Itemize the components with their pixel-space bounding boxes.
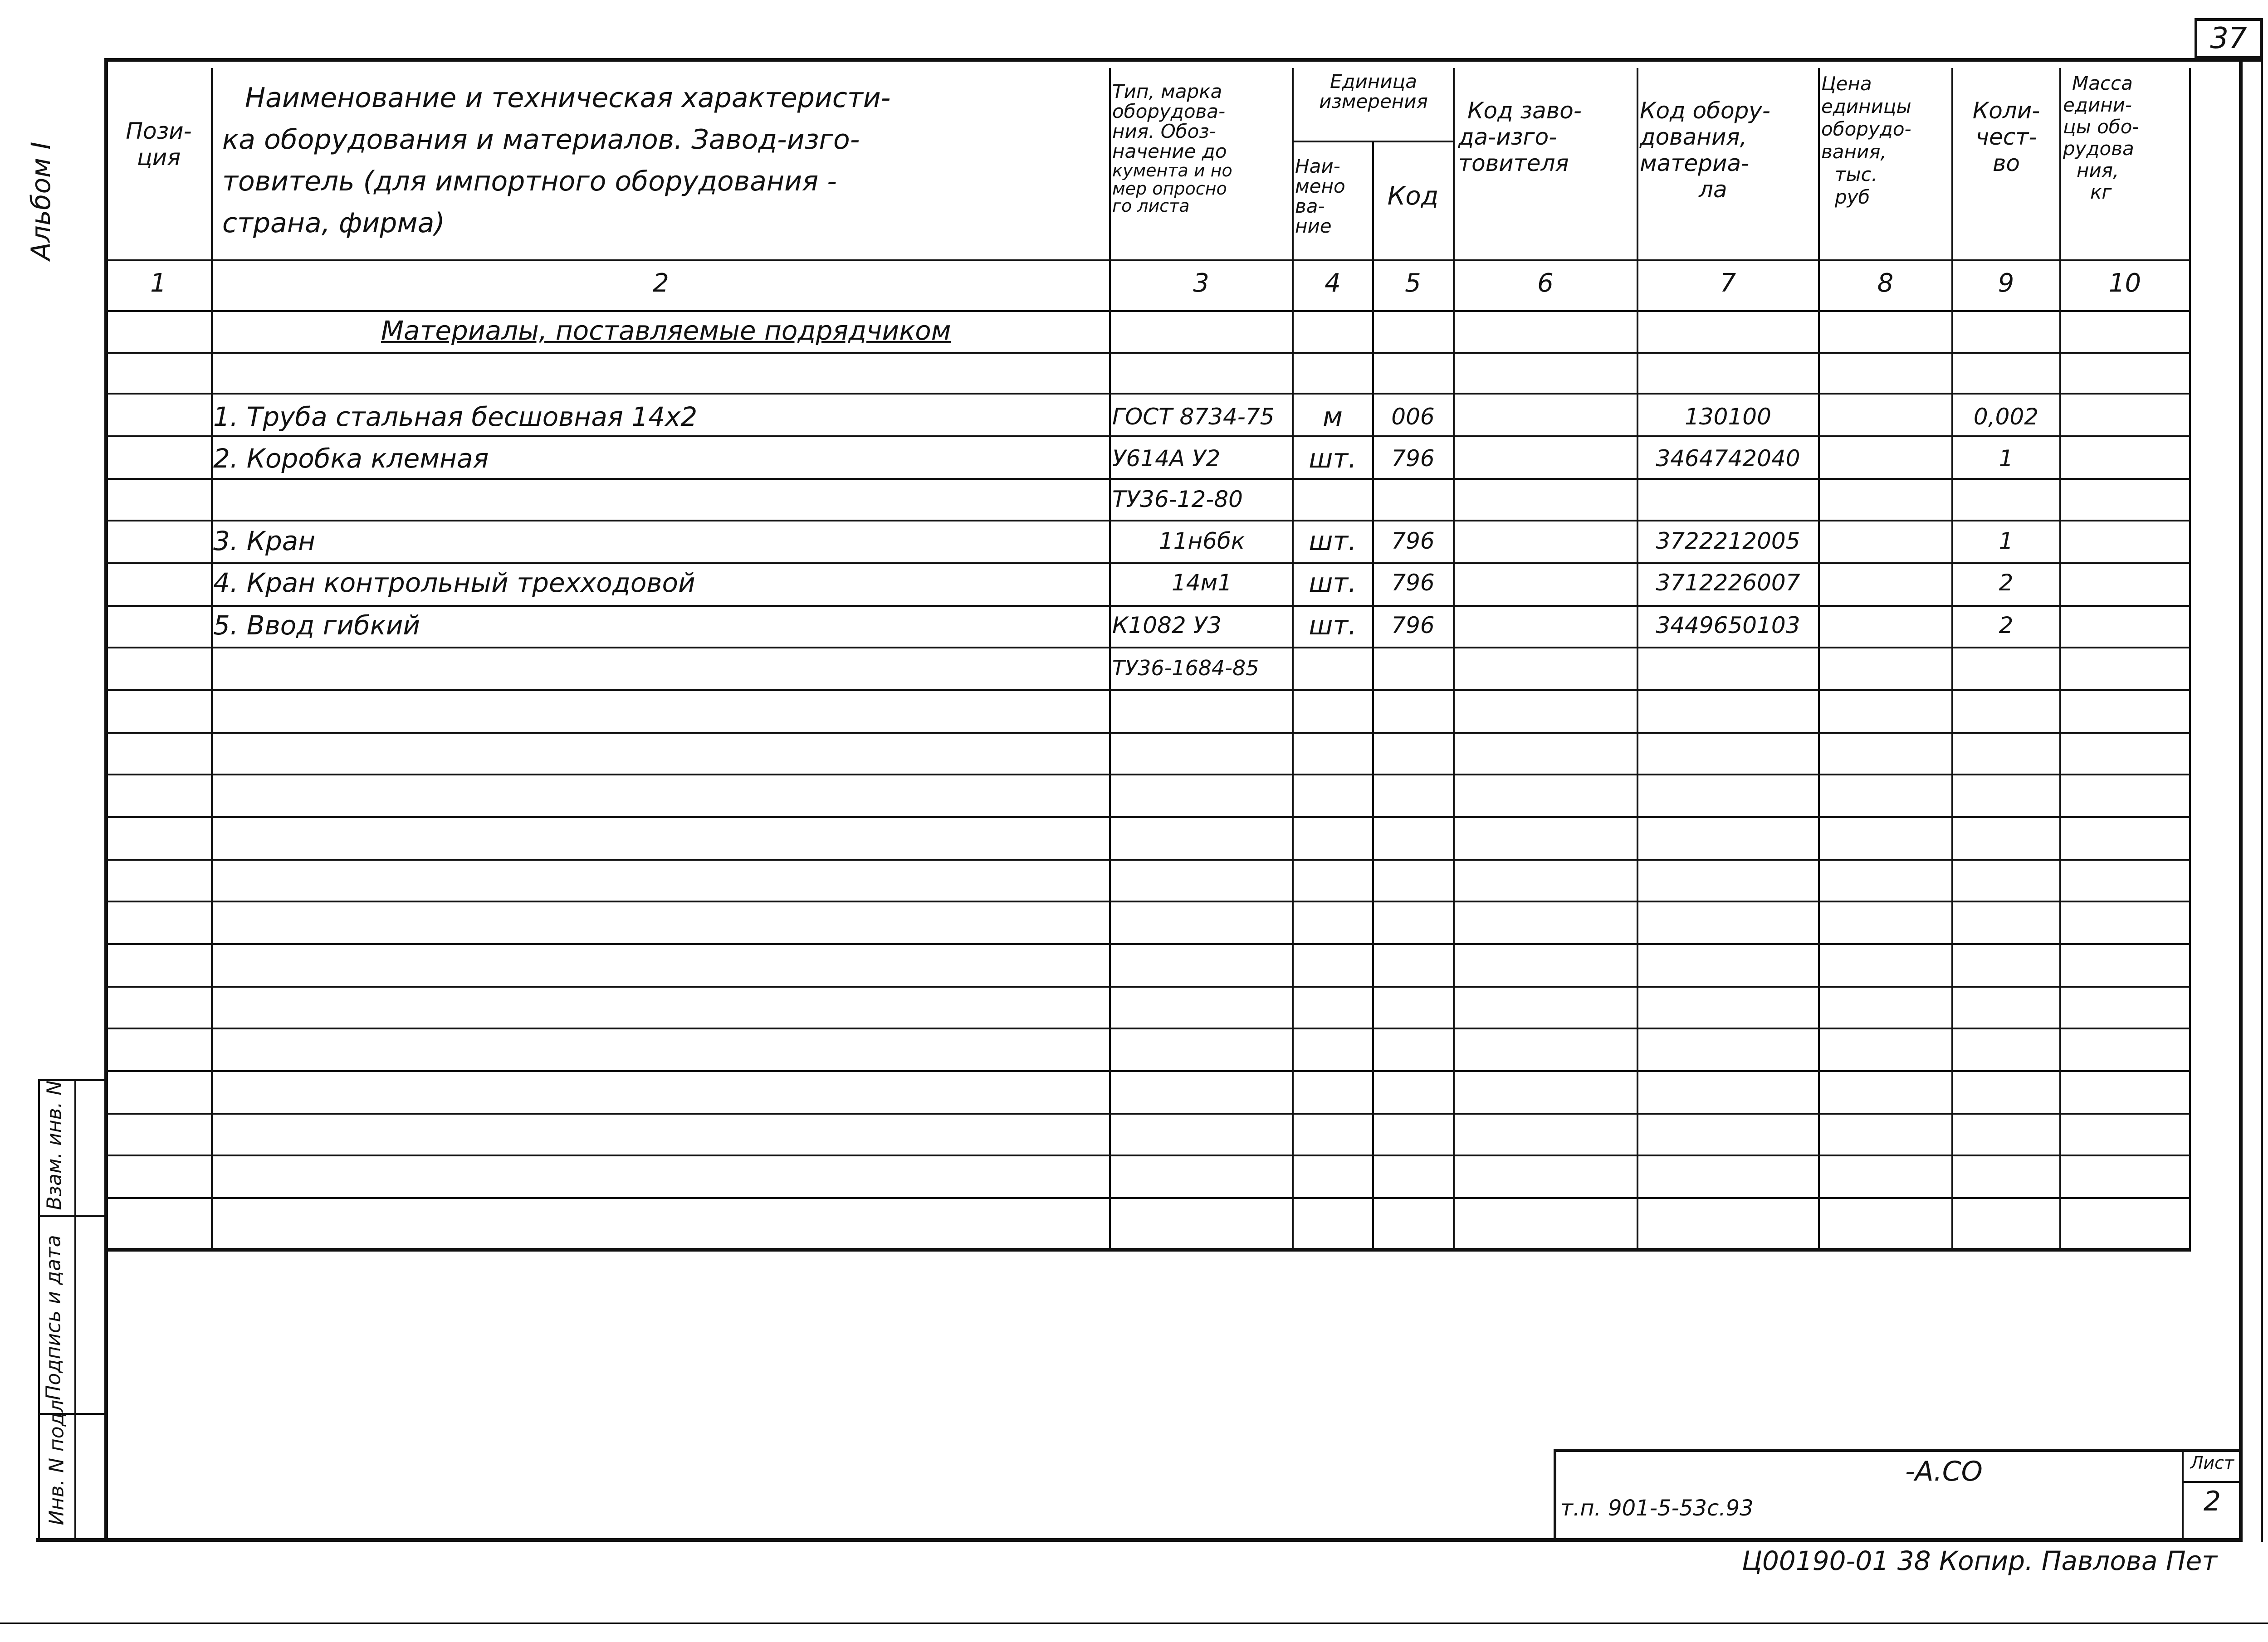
- row-2-unit: шт.: [1309, 443, 1357, 474]
- col-line-4: [1292, 68, 1294, 1250]
- col-line-2: [211, 68, 213, 1250]
- title-block-left: [1554, 1449, 1556, 1540]
- header-unit-group: [1294, 72, 1453, 112]
- row-line: [104, 816, 2191, 818]
- colnum-4: 4: [1325, 268, 1341, 298]
- header-line: кг: [2090, 181, 2112, 203]
- header-line: ния,: [2077, 159, 2119, 181]
- header-line: мер опросно: [1112, 179, 1227, 199]
- frame-right-outer: [2261, 18, 2263, 1542]
- header-line: товителя: [1458, 150, 1569, 176]
- header-unit-code: Код: [1387, 181, 1439, 211]
- row-line: [104, 1155, 2191, 1156]
- header-line: Тип, марка: [1112, 80, 1222, 102]
- colnum-5: 5: [1405, 268, 1421, 298]
- header-line: Пози-: [126, 118, 192, 144]
- row-line: [104, 1028, 2191, 1029]
- row-1-code: 006: [1391, 404, 1435, 430]
- header-line: оборудова-: [1112, 100, 1226, 122]
- header-line: дования,: [1640, 124, 1747, 150]
- sheet-number: 2: [2203, 1486, 2221, 1517]
- header-unit-name: [1295, 156, 1372, 236]
- row-2-code: 796: [1391, 445, 1435, 472]
- colnum-6: 6: [1537, 268, 1554, 298]
- row-1-name: 1. Труба стальная бесшовная 14х2: [213, 401, 698, 432]
- title-block-sheet-line: [2182, 1481, 2241, 1483]
- colnum-9: 9: [1998, 268, 2014, 298]
- colnum-3: 3: [1193, 268, 1209, 298]
- row-7-type: ТУ36-1684-85: [1112, 656, 1259, 680]
- row-6-type: К1082 У3: [1112, 612, 1222, 638]
- row-6-qty: 2: [1999, 612, 2014, 638]
- colnum-2: 2: [653, 268, 669, 298]
- header-line: Код заво-: [1467, 97, 1582, 124]
- row-line: [104, 562, 2191, 564]
- row-line: [104, 435, 2191, 437]
- doc-code: -А.СО: [1905, 1456, 1983, 1487]
- header-bottom-line: [104, 259, 2191, 261]
- row-1-type: ГОСТ 8734-75: [1112, 404, 1275, 430]
- col-line-8: [1818, 68, 1820, 1250]
- col-line-3: [1109, 68, 1111, 1250]
- header-line: цы обо-: [2063, 116, 2139, 138]
- header-line: мено: [1295, 175, 1345, 197]
- row-5-qty: 2: [1999, 570, 2014, 596]
- row-4-code: 796: [1391, 528, 1435, 554]
- header-material-code: [1640, 97, 1817, 203]
- frame-right: [2239, 58, 2243, 1541]
- row-1-material-code: 130100: [1685, 404, 1771, 430]
- header-type: [1112, 82, 1289, 214]
- row-line: [104, 352, 2191, 354]
- row-4-qty: 1: [1999, 528, 2014, 554]
- stamp-signature-date: Подпись и дата: [42, 1235, 65, 1400]
- col-line-9: [1951, 68, 1953, 1250]
- page-number: 37: [2210, 22, 2247, 55]
- stamp-inv-original: Инв. N подл: [45, 1399, 68, 1525]
- col-line-5: [1372, 141, 1374, 1250]
- row-line: [104, 1113, 2191, 1115]
- header-line: кумента и но: [1112, 161, 1232, 180]
- page-bottom-line: [0, 1623, 2268, 1624]
- project-number: т.п. 901-5-53с.93: [1560, 1496, 1754, 1521]
- row-5-unit: шт.: [1309, 567, 1357, 598]
- col-line-end: [2189, 68, 2191, 1250]
- header-line: тыс.: [1835, 163, 1878, 185]
- row-line: [104, 647, 2191, 648]
- header-line: страна, фирма): [222, 207, 445, 239]
- row-2-type: У614А У2: [1112, 445, 1221, 472]
- header-line: ния. Обоз-: [1112, 120, 1216, 142]
- row-line: [104, 689, 2191, 691]
- title-block-top: [1554, 1449, 2241, 1452]
- stamp-line: [38, 1215, 106, 1217]
- header-line: оборудо-: [1821, 118, 1911, 140]
- col-line-6: [1453, 68, 1455, 1250]
- footer-note: Ц00190-01 38 Копир. Павлова Пет: [1742, 1545, 2218, 1576]
- header-line: Цена: [1821, 73, 1872, 95]
- row-6-material-code: 3449650103: [1656, 612, 1800, 638]
- row-5-name: 4. Кран контрольный трехходовой: [213, 567, 695, 598]
- row-6-unit: шт.: [1309, 610, 1357, 641]
- header-line: да-изго-: [1458, 124, 1557, 150]
- header-line: Коли-: [1972, 97, 2040, 124]
- header-line: начение до: [1112, 140, 1227, 162]
- row-line: [104, 520, 2191, 521]
- col-line-7: [1637, 68, 1638, 1250]
- title-block: [1554, 1449, 2241, 1540]
- header-line: Наименование и техническая характеристи-: [245, 82, 891, 114]
- row-6-name: 5. Ввод гибкий: [213, 610, 420, 641]
- row-2-name: 2. Коробка клемная: [213, 443, 489, 474]
- album-label: Альбом I: [25, 141, 56, 260]
- section-title: Материалы, поставляемые подрядчиком: [381, 315, 951, 346]
- header-line: товитель (для импортного оборудования -: [222, 166, 837, 197]
- row-2-qty: 1: [1999, 445, 2014, 472]
- stamp-replaced-inv: Взам. инв. N: [43, 1080, 66, 1210]
- row-5-material-code: 3712226007: [1656, 570, 1800, 596]
- header-line: измерения: [1319, 90, 1428, 112]
- header-line: ва-: [1295, 195, 1325, 217]
- row-line: [104, 1197, 2191, 1199]
- row-line: [104, 859, 2191, 861]
- header-name: [222, 77, 1107, 244]
- frame-top: [104, 58, 2263, 62]
- row-3-type: ТУ36-12-80: [1112, 486, 1243, 512]
- colnum-10: 10: [2108, 268, 2141, 298]
- colnum-8: 8: [1877, 268, 1894, 298]
- row-5-code: 796: [1391, 570, 1435, 596]
- table-bottom-line: [104, 1248, 2191, 1252]
- row-1-unit: м: [1323, 401, 1343, 432]
- header-line: ла: [1699, 176, 1727, 203]
- row-4-unit: шт.: [1309, 526, 1357, 556]
- unit-subheader-line: [1292, 141, 1453, 142]
- row-6-code: 796: [1391, 612, 1435, 638]
- header-line: материа-: [1640, 150, 1750, 176]
- row-line: [104, 774, 2191, 775]
- header-line: единицы: [1821, 95, 1911, 117]
- row-line: [104, 943, 2191, 945]
- header-line: Единица: [1330, 70, 1417, 93]
- header-position: [109, 118, 209, 171]
- colnum-7: 7: [1720, 268, 1736, 298]
- row-1-qty: 0,002: [1973, 404, 2039, 430]
- header-line: руб: [1835, 186, 1870, 208]
- row-line: [104, 901, 2191, 902]
- row-2-material-code: 3464742040: [1656, 445, 1800, 472]
- sheet-label: Лист: [2190, 1453, 2234, 1473]
- row-line: [104, 478, 2191, 480]
- row-4-material-code: 3722212005: [1656, 528, 1800, 554]
- header-line: Код обору-: [1640, 97, 1770, 124]
- header-line: вания,: [1821, 141, 1887, 163]
- header-line: го листа: [1112, 196, 1190, 216]
- header-price: [1821, 73, 1950, 209]
- header-line: рудова: [2063, 137, 2134, 160]
- header-line: ция: [137, 144, 181, 171]
- header-line: ние: [1295, 215, 1332, 237]
- row-line: [104, 1070, 2191, 1072]
- header-quantity: [1954, 97, 2058, 176]
- row-line: [104, 393, 2191, 395]
- header-maker-code: [1458, 97, 1635, 176]
- header-line: ка оборудования и материалов. Завод-изго-: [222, 124, 860, 156]
- row-line: [104, 732, 2191, 734]
- row-line: [104, 605, 2191, 607]
- col-line-10: [2059, 68, 2061, 1250]
- row-line: [104, 986, 2191, 988]
- row-4-type: 11н6бк: [1158, 528, 1245, 554]
- header-line: едини-: [2063, 94, 2132, 116]
- row-4-name: 3. Кран: [213, 526, 316, 556]
- stamp-line: [74, 1079, 76, 1538]
- stamp-line: [38, 1079, 40, 1538]
- colnum-bottom-line: [104, 310, 2191, 312]
- row-5-type: 14м1: [1171, 570, 1232, 596]
- header-line: во: [1992, 150, 2020, 176]
- colnum-1: 1: [150, 268, 166, 298]
- header-mass: [2063, 73, 2188, 203]
- header-line: чест-: [1975, 124, 2037, 150]
- header-line: Наи-: [1295, 155, 1340, 177]
- header-line: Масса: [2072, 72, 2133, 94]
